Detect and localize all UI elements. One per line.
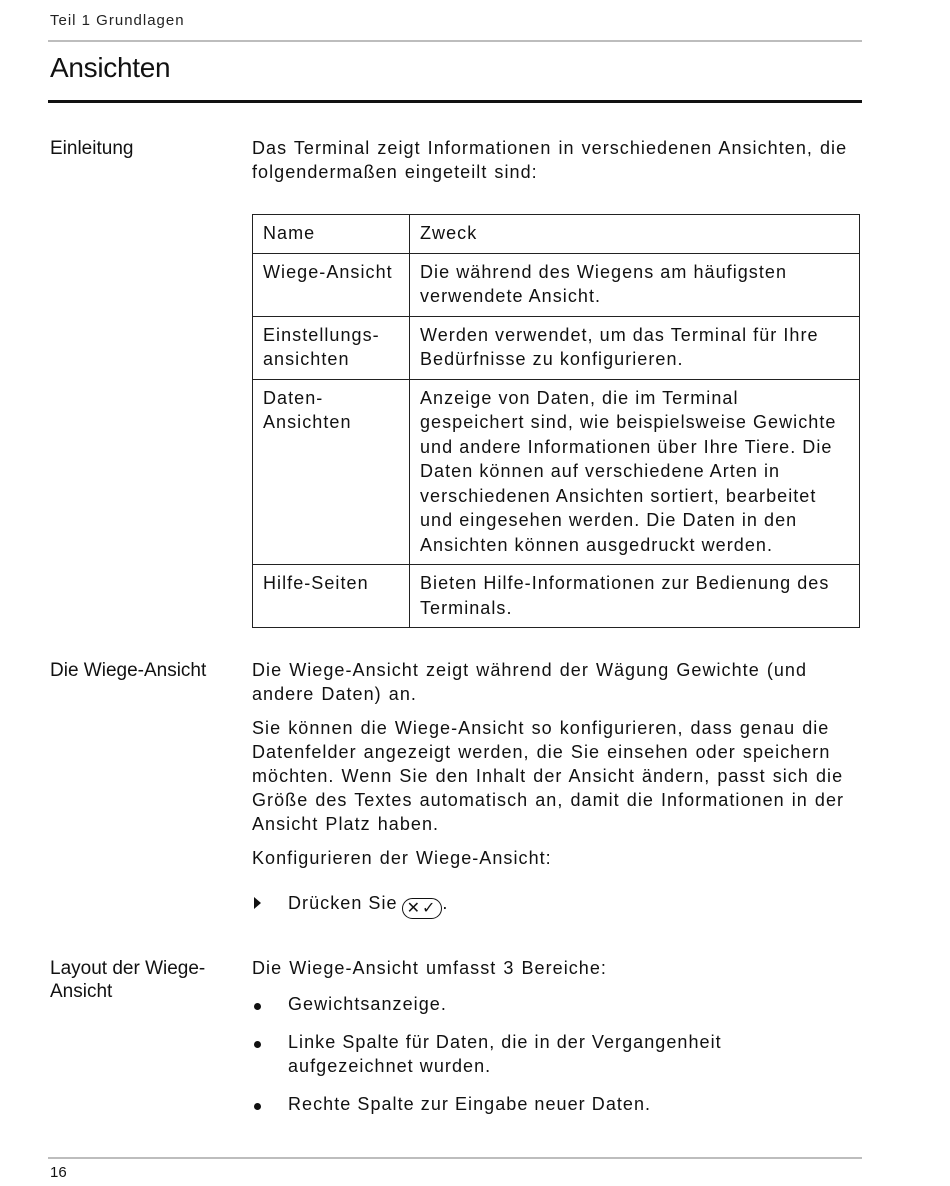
bullet-icon: [252, 992, 272, 1016]
weigh-view-paragraph-2: Sie können die Wiege-Ansicht so konfigurieren, dass genau die Datenfelder angezeigt werden, die Sie einsehen oder speichern möchten. Wenn Sie den Inhalt der Ansicht ändern, passt sich die Größe des Textes automatisch an, damit die Informationen in der Ansicht Platz haben.: [252, 718, 845, 834]
bullet-icon: [252, 1092, 272, 1116]
table-cell-purpose: Die während des Wiegens am häufigsten verwendete Ansicht.: [410, 253, 860, 316]
list-item-text: Gewichtsanzeige.: [288, 994, 447, 1014]
table-cell-name: Hilfe-Seiten: [253, 565, 410, 628]
table-row: [253, 379, 860, 565]
table-cell-name: Einstellungs-ansichten: [253, 316, 410, 379]
cancel-confirm-key-icon[interactable]: ✕✓: [402, 898, 443, 919]
footer-rule: [48, 1157, 862, 1159]
table-cell-purpose: Anzeige von Daten, die im Terminal gespeichert sind, wie beispielsweise Gewichte und andere Informationen über Ihre Tiere. Die Daten können auf verschiedene Arten in verschiedenen Ansichten sortiert, bearbeitet und eingesehen werden. Die Daten in den Ansichten können ausgedruckt werden.: [410, 379, 860, 565]
list-item-text: Linke Spalte für Daten, die in der Vergangenheit aufgezeichnet wurden.: [288, 1032, 722, 1076]
page-number: 16: [50, 1164, 67, 1181]
weigh-view-paragraph-1: Die Wiege-Ansicht zeigt während der Wägung Gewichte (und andere Daten) an.: [252, 660, 808, 704]
arrow-bullet-icon: [252, 891, 272, 915]
table-header-name: Name: [253, 215, 410, 254]
table-header-purpose: Zweck: [410, 215, 860, 254]
page-title: Ansichten: [50, 52, 171, 83]
intro-text: [252, 136, 852, 194]
table-cell-purpose: Bieten Hilfe-Informationen zur Bedienung des Terminals.: [410, 565, 860, 628]
layout-intro-paragraph: Die Wiege-Ansicht umfasst 3 Bereiche:: [252, 958, 607, 978]
layout-intro: [252, 956, 852, 990]
instruction-text: [288, 891, 852, 919]
weigh-view-paragraph-3: Konfigurieren der Wiege-Ansicht:: [252, 848, 552, 868]
list-item-text: Rechte Spalte zur Eingabe neuer Daten.: [288, 1094, 652, 1114]
step-label: Drücken Sie: [288, 893, 398, 913]
header-rule: [48, 40, 862, 42]
side-heading-layout: Layout der Wiege-Ansicht: [50, 958, 206, 1002]
table-row: [253, 253, 860, 316]
title-rule: [48, 100, 862, 103]
running-head: Teil 1 Grundlagen: [50, 12, 185, 29]
table-cell-name: Daten-Ansichten: [253, 379, 410, 565]
table-header-row: [253, 215, 860, 254]
bullet-icon: [252, 1030, 272, 1054]
side-heading-weigh-view: Die Wiege-Ansicht: [50, 660, 207, 681]
step-end: .: [442, 893, 449, 913]
weigh-view-text: [252, 658, 852, 880]
intro-paragraph: Das Terminal zeigt Informationen in verschiedenen Ansichten, die folgendermaßen eingeteilt sind:: [252, 138, 848, 182]
side-heading-intro: Einleitung: [50, 138, 134, 159]
table-row: [253, 565, 860, 628]
table-row: [253, 316, 860, 379]
views-table: [252, 214, 860, 628]
table-cell-purpose: Werden verwendet, um das Terminal für Ihre Bedürfnisse zu konfigurieren.: [410, 316, 860, 379]
table-cell-name: Wiege-Ansicht: [253, 253, 410, 316]
